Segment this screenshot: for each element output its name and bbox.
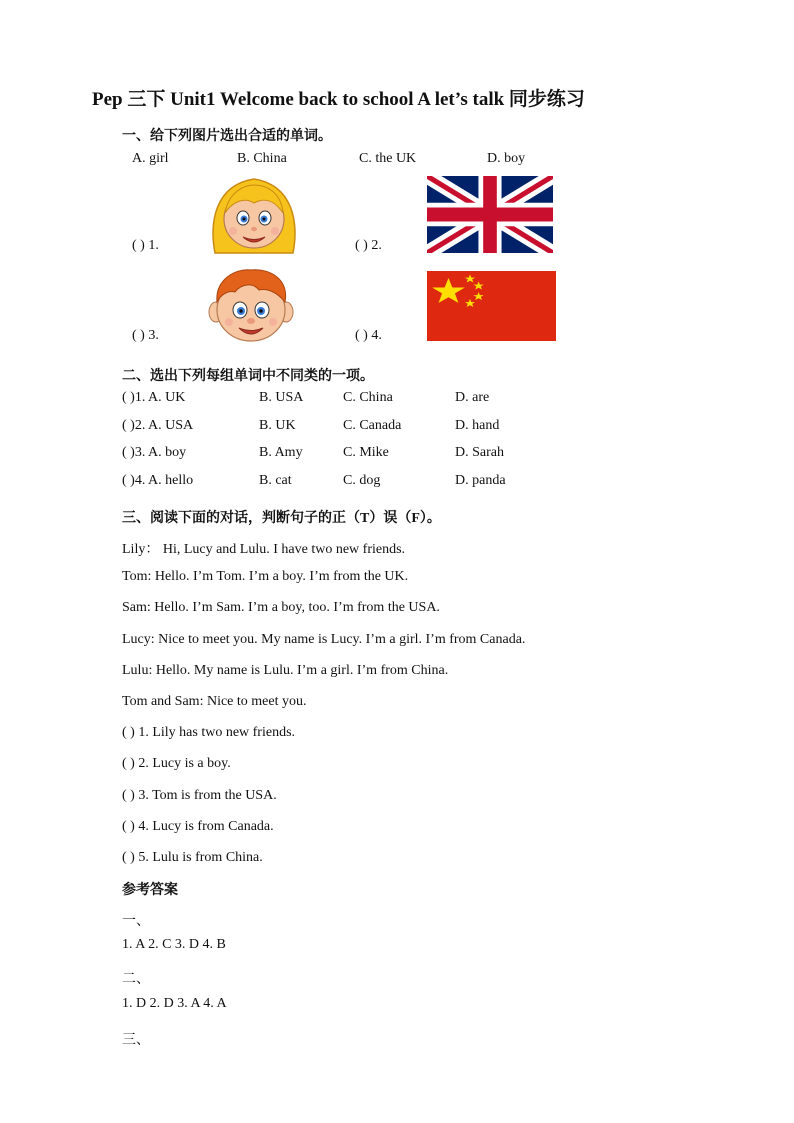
row-3-num[interactable]: ( )3. A. boy <box>122 445 187 460</box>
section3-heading: 三、阅读下面的对话，判断句子的正（T）误（F）。 <box>122 511 441 526</box>
row-4-c: C. dog <box>343 473 381 488</box>
answers-s3-label: 三、 <box>122 1033 150 1048</box>
row-4-b: B. cat <box>259 473 292 488</box>
question-4[interactable]: ( ) 4. Lucy is from Canada. <box>122 819 274 834</box>
answers-heading: 参考答案 <box>122 883 178 898</box>
girl-face-icon <box>205 173 303 255</box>
item-1-blank[interactable]: ( ) 1. <box>132 238 159 253</box>
question-3[interactable]: ( ) 3. Tom is from the USA. <box>122 788 277 803</box>
item-3-blank[interactable]: ( ) 3. <box>132 328 159 343</box>
question-1[interactable]: ( ) 1. Lily has two new friends. <box>122 725 296 740</box>
row-4-d: D. panda <box>455 473 506 488</box>
answers-s1: 1. A 2. C 3. D 4. B <box>122 937 226 952</box>
page-title: Pep 三下 Unit1 Welcome back to school A let’s talk 同步练习 <box>92 89 585 110</box>
option-c: C. the UK <box>359 151 417 166</box>
section1-heading: 一、给下列图片选出合适的单词。 <box>122 129 332 144</box>
question-2[interactable]: ( ) 2. Lucy is a boy. <box>122 756 231 771</box>
china-flag-icon <box>427 271 556 341</box>
option-d: D. boy <box>487 151 526 166</box>
uk-flag-icon <box>427 176 553 253</box>
item-4-blank[interactable]: ( ) 4. <box>355 328 382 343</box>
answers-s2: 1. D 2. D 3. A 4. A <box>122 996 227 1011</box>
row-4-num[interactable]: ( )4. A. hello <box>122 473 194 488</box>
row-1-c: C. China <box>343 390 393 405</box>
row-2-b: B. UK <box>259 418 296 433</box>
row-3-c: C. Mike <box>343 445 389 460</box>
row-1-d: D. are <box>455 390 490 405</box>
question-5[interactable]: ( ) 5. Lulu is from China. <box>122 850 263 865</box>
item-2-blank[interactable]: ( ) 2. <box>355 238 382 253</box>
dialogue-line-3: Sam: Hello. I’m Sam. I’m a boy, too. I’m from the USA. <box>122 600 440 615</box>
row-2-c: C. Canada <box>343 418 402 433</box>
row-1-b: B. USA <box>259 390 304 405</box>
row-2-num[interactable]: ( )2. A. USA <box>122 418 194 433</box>
dialogue-line-4: Lucy: Nice to meet you. My name is Lucy. I’m a girl. I’m from Canada. <box>122 632 526 647</box>
row-3-d: D. Sarah <box>455 445 504 460</box>
dialogue-line-6: Tom and Sam: Nice to meet you. <box>122 694 307 709</box>
row-1-num[interactable]: ( )1. A. UK <box>122 390 186 405</box>
answers-s1-label: 一、 <box>122 914 150 929</box>
dialogue-line-5: Lulu: Hello. My name is Lulu. I’m a girl. I’m from China. <box>122 663 449 678</box>
section2-heading: 二、选出下列每组单词中不同类的一项。 <box>122 369 374 384</box>
option-a: A. girl <box>132 151 169 166</box>
boy-face-icon <box>205 266 297 344</box>
dialogue-line-1: Lily： Hi, Lucy and Lulu. I have two new friends. <box>122 542 406 557</box>
row-3-b: B. Amy <box>259 445 303 460</box>
row-2-d: D. hand <box>455 418 500 433</box>
answers-s2-label: 二、 <box>122 972 150 987</box>
dialogue-line-2: Tom: Hello. I’m Tom. I’m a boy. I’m from the UK. <box>122 569 409 584</box>
option-b: B. China <box>237 151 287 166</box>
